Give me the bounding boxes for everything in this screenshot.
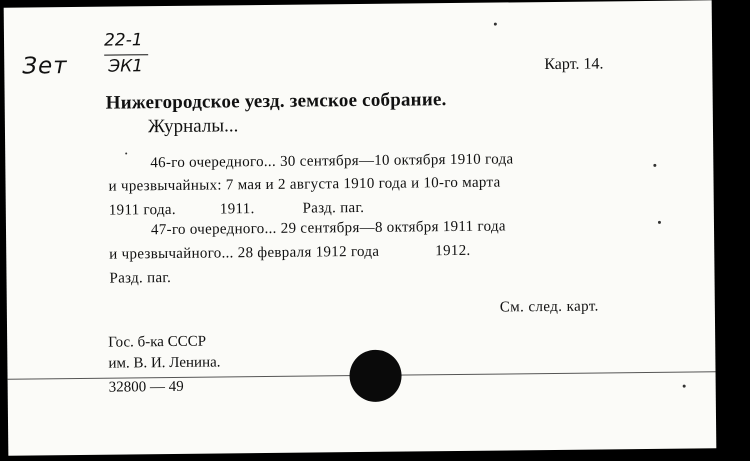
see-next-card: См. след. карт.	[499, 298, 599, 316]
speck	[653, 164, 656, 167]
handwritten-prefix: Зет	[22, 53, 68, 80]
handwritten-shelfmark-denominator: ЭК1	[108, 56, 144, 77]
entry-line-2: и чрезвычайных: 7 мая и 2 августа 1910 года и 10-го марта	[108, 174, 501, 195]
speck	[658, 221, 661, 224]
footer-print-number: 32800 — 49	[108, 378, 184, 396]
entry-line-1: 46-го очередного... 30 сентября—10 октября 1910 года	[150, 151, 514, 172]
footer-library-name: им. В. И. Ленина.	[108, 354, 221, 372]
footer-library: Гос. б-ка СССР	[108, 333, 207, 351]
entry-line-4: 47-го очередного... 29 сентября—8 октября 1911 года	[150, 218, 506, 239]
entry-line-5-text: и чрезвычайного... 28 февраля 1912 года	[109, 243, 380, 263]
speck	[683, 385, 686, 388]
catalog-card	[4, 0, 717, 455]
entry-line-5-year: 1912.	[435, 242, 471, 260]
card-number: Карт. 14.	[544, 55, 604, 74]
entry-line-6: Разд. паг.	[109, 269, 172, 287]
card-punch-hole	[349, 350, 402, 403]
entry-line-3-year: 1911.	[219, 201, 255, 218]
card-heading: Нижегородское уезд. земское собрание.	[105, 89, 447, 114]
entry-line-3-pagination: Разд. паг.	[302, 199, 365, 217]
speck	[494, 23, 497, 26]
handwritten-shelfmark-numerator: 22-1	[103, 30, 143, 51]
card-subheading: Журналы...	[147, 115, 239, 138]
speck	[125, 152, 127, 154]
entry-line-5	[109, 243, 470, 264]
entry-line-3-date: 1911 года.	[108, 201, 176, 219]
entry-line-3	[109, 200, 365, 220]
